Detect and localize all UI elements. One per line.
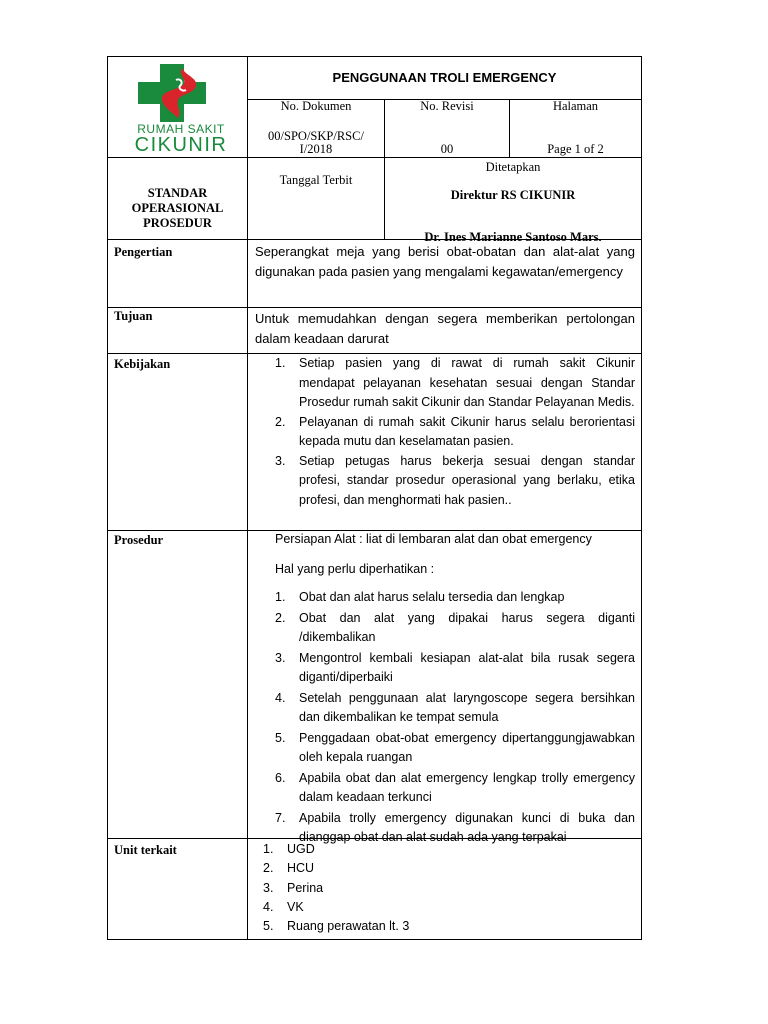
- ditetapkan-label: Ditetapkan: [485, 160, 541, 174]
- kebijakan-label: Kebijakan: [114, 357, 171, 371]
- halaman-label: Halaman: [552, 99, 599, 113]
- cross-flame-icon: [120, 60, 242, 122]
- list-item: 1. UGD: [263, 842, 315, 856]
- direktur-label: Direktur RS CIKUNIR: [450, 188, 576, 202]
- logo-text-top: RUMAH SAKIT: [137, 122, 225, 136]
- pengertian-text: Seperangkat meja yang berisi obat-obatan dan alat-alat yang digunakan pada pasien yang mengalami kegawatan/emergency: [255, 244, 635, 279]
- spo-title-line-2: OPERASIONAL: [131, 201, 224, 215]
- spo-title-line-1: STANDAR: [147, 186, 208, 200]
- list-item: 7. Apabila trolly emergency digunakan kunci di buka dan dianggap obat dan alat sudah ada yang terpakai: [275, 811, 635, 844]
- list-item: 2. HCU: [263, 861, 315, 876]
- list-item: 4. Setelah penggunaan alat laryngoscope segera bersihkan dan dikembalikan ke tempat semula: [275, 691, 635, 724]
- tanggal-terbit-label: Tanggal Terbit: [279, 173, 353, 187]
- prosedur-label: Prosedur: [114, 533, 164, 547]
- signer-name: Dr. Ines Marianne Santoso Mars.: [424, 230, 602, 244]
- list-item: 3. Setiap petugas harus bekerja sesuai dengan standar profesi, standar prosedur operasional yang berlaku, etika profesi, dan menghormati hak pasien..: [275, 453, 635, 507]
- kebijakan-list: [275, 354, 635, 510]
- list-item: 6. Apabila obat dan alat emergency lengkap trolly emergency dalam keadaan terkunci: [275, 771, 635, 804]
- list-item: 3. Perina: [263, 880, 324, 895]
- prosedur-subheading: Hal yang perlu diperhatikan :: [275, 562, 435, 576]
- halaman-value: Page 1 of 2: [547, 142, 604, 156]
- hospital-logo: [120, 60, 242, 156]
- list-item: 2. Obat dan alat yang dipakai harus segera diganti /dikembalikan: [275, 611, 635, 644]
- list-item: 1. Obat dan alat harus selalu tersedia dan lengkap: [275, 590, 565, 604]
- no-dokumen-value-1: 00/SPO/SKP/RSC/: [268, 129, 364, 143]
- pengertian-label: Pengertian: [114, 245, 173, 259]
- no-dokumen-value-2: I/2018: [299, 142, 333, 156]
- tujuan-label: Tujuan: [114, 309, 153, 323]
- list-item: 2. Pelayanan di rumah sakit Cikunir harus selalu berorientasi kepada mutu dan keselamatan pasien.: [275, 414, 635, 448]
- list-item: 1. Setiap pasien yang di rawat di rumah sakit Cikunir mendapat pelayanan kesehatan sesuai dengan Standar Prosedur rumah sakit Cikunir dan Standar Pelayanan Medis.: [275, 356, 635, 409]
- document-title: PENGGUNAAN TROLI EMERGENCY: [332, 70, 557, 85]
- list-item: 3. Mengontrol kembali kesiapan alat-alat bila rusak segera diganti/diperbaiki: [275, 651, 635, 684]
- list-item: 5. Penggadaan obat-obat emergency dipertanggungjawabkan oleh kepala ruangan: [275, 731, 635, 764]
- unit-terkait-label: Unit terkait: [114, 843, 177, 857]
- logo-text-bottom: CIKUNIR: [134, 134, 228, 156]
- spo-title-line-3: PROSEDUR: [143, 216, 212, 230]
- prosedur-list: [275, 588, 635, 847]
- tujuan-text: Untuk memudahkan dengan segera memberikan pertolongan dalam keadaan darurat: [255, 311, 635, 346]
- no-revisi-value: 00: [440, 142, 454, 156]
- list-item: 5. Ruang perawatan lt. 3: [263, 919, 410, 934]
- list-item: 4. VK: [263, 899, 304, 914]
- no-dokumen-label: No. Dokumen: [280, 99, 352, 113]
- spo-title: [108, 186, 247, 231]
- no-revisi-label: No. Revisi: [420, 99, 474, 113]
- unit-terkait-list: [263, 840, 623, 936]
- prosedur-intro: Persiapan Alat : liat di lembaran alat dan obat emergency: [275, 532, 592, 546]
